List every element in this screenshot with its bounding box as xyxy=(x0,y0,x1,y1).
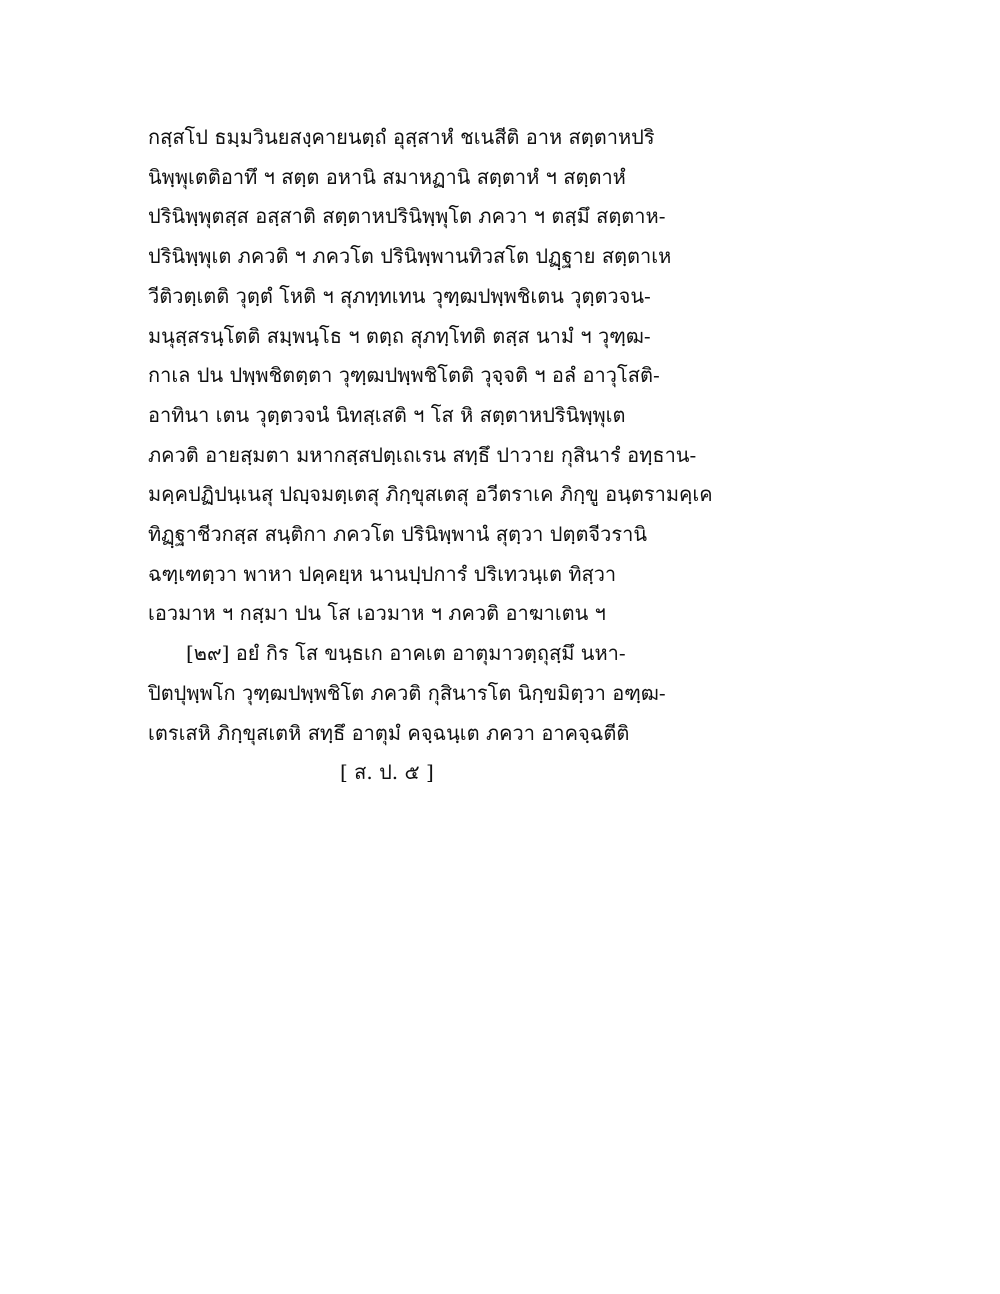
text-line: ภควติ อายสฺมตา มหากสฺสปตฺเถเรน สทฺธึ ปาวาย กุสินารํ อทฺธาน- xyxy=(148,442,697,467)
text-line: นิพฺพุเตติอาทึ ฯ สตฺต อหานิ สมาหฏานิ สตฺตาหํ ฯ สตฺตาหํ xyxy=(148,164,626,189)
text-line: มนุสฺสรนฺโตติ สมฺพนฺโธ ฯ ตตฺถ สุภทฺโทติ ตสฺส นามํ ฯ วุฑฺฒ- xyxy=(148,323,651,348)
text-line: กสฺสโป ธมฺมวินยสงฺคายนตฺถํ อุสฺสาหํ ชเนสีติ อาห สตฺตาหปริ xyxy=(148,125,655,149)
text-line: เตรเสหิ ภิกฺขุสเตหิ สทฺธึ อาตุมํ คจฺฉนฺเต ภควา อาคจฺฉตีติ xyxy=(148,720,630,745)
text-line: ปรินิพฺพุตสฺส อสฺสาติ สตฺตาหปรินิพฺพุโต ภควา ฯ ตสฺมึ สตฺตาห- xyxy=(148,204,666,229)
text-line: อาทินา เตน วุตฺตวจนํ นิทสฺเสติ ฯ โส หิ สตฺตาหปรินิพฺพุเต xyxy=(148,402,626,427)
text-line: ฉฑฺเฑตฺวา พาหา ปคฺคยฺห นานปฺปการํ ปริเทวนฺเต ทิสฺวา xyxy=(148,561,617,586)
body-text xyxy=(148,118,713,793)
text-line: วีติวตฺเตติ วุตฺตํ โหติ ฯ สุภทฺทเทน วุฑฺฒปพฺพชิเตน วุตฺตวจน- xyxy=(148,283,651,308)
paragraph-start-line: [๒๙] อยํ กิร โส ขนฺธเก อาคเต อาตุมาวตฺถุสฺมึ นหา- xyxy=(186,641,626,666)
text-line: ทิฏฺฐาชีวกสฺส สนฺติกา ภควโต ปรินิพฺพานํ สุตฺวา ปตฺตจีวรานิ xyxy=(148,522,648,547)
page-reference: [ ส. ป. ๕ ] xyxy=(340,760,434,785)
text-line: เอวมาห ฯ กสฺมา ปน โส เอวมาห ฯ ภควติ อาฆาเตน ฯ xyxy=(148,601,606,626)
text-line: ปิตปุพฺพโก วุฑฺฒปพฺพชิโต ภควติ กุสินารโต นิกฺขมิตฺวา อฑฺฒ- xyxy=(148,680,666,705)
text-line: มคฺคปฏิปนฺเนสุ ปญฺจมตฺเตสุ ภิกฺขุสเตสุ อวีตราเค ภิกฺขู อนฺตรามคฺเค xyxy=(148,482,713,507)
text-line: ปรินิพฺพุเต ภควติ ฯ ภควโต ปรินิพฺพานทิวสโต ปฏฺฐาย สตฺตาเห xyxy=(148,244,672,269)
text-line: กาเล ปน ปพฺพชิตตฺตา วุฑฺฒปพฺพชิโตติ วุจฺจติ ฯ อลํ อาวุโสติ- xyxy=(148,363,660,388)
